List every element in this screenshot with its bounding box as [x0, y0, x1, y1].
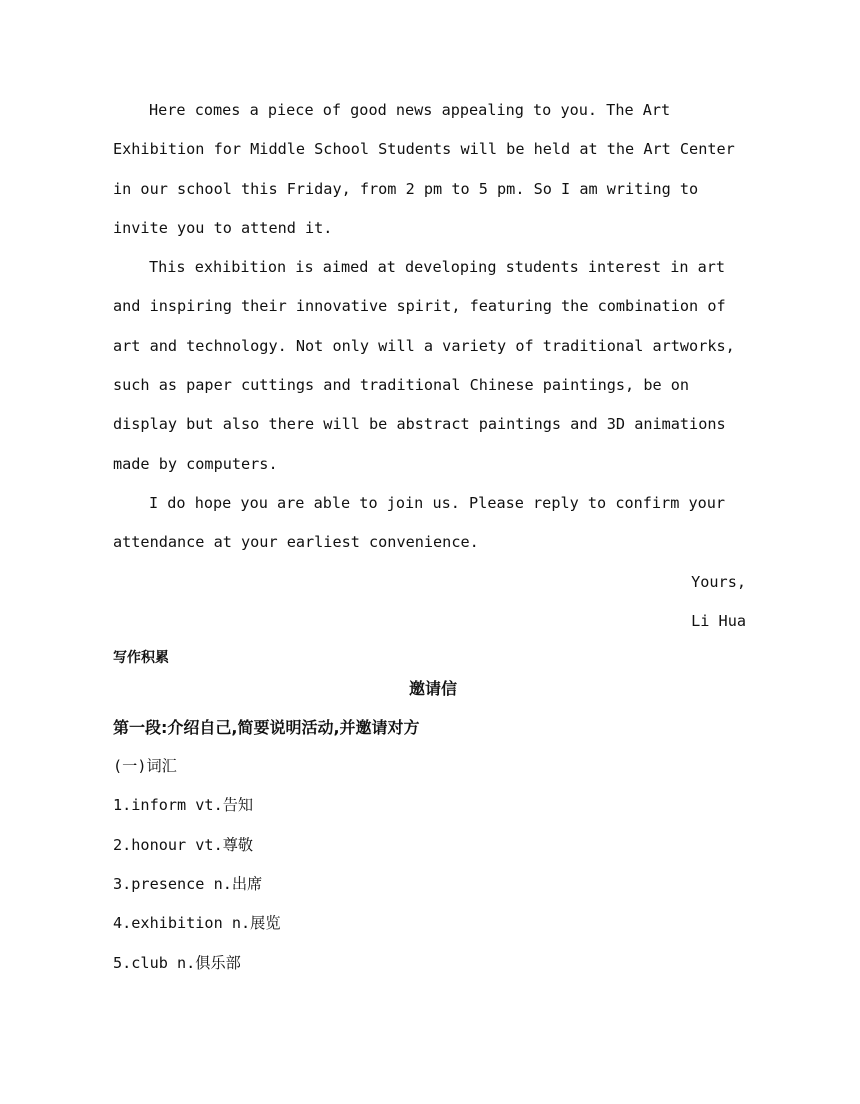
- part-heading: 第一段:介绍自己,简要说明活动,并邀请对方: [113, 718, 420, 738]
- section-label: 写作积累: [113, 650, 169, 667]
- vocab-section: [113, 747, 753, 983]
- document-page: [113, 91, 753, 983]
- letter-body: [113, 91, 753, 641]
- letter-signature: Li Hua: [691, 611, 746, 630]
- vocab-subheading: (一)词汇: [113, 757, 177, 776]
- letter-paragraph-3: I do hope you are able to join us. Please reply to confirm your attendance at your earliest convenience.: [113, 493, 726, 552]
- letter-closing: Yours,: [691, 572, 746, 591]
- letter-paragraph-2: This exhibition is aimed at developing students interest in art and inspiring their innovative spirit, featuring the combination of art and technology. Not only will a variety of traditional artworks, such as paper cuttings and traditional Chinese paintings, be on display but also there will be abstract paintings and 3D animations made by computers.: [113, 258, 735, 473]
- letter-paragraph-1: Here comes a piece of good news appealing to you. The Art Exhibition for Middle School Students will be held at the Art Center in our school this Friday, from 2 pm to 5 pm. So I am writing to invite you to attend it.: [113, 101, 735, 237]
- vocab-item: 3.presence n.出席: [113, 875, 263, 894]
- vocab-item: 5.club n.俱乐部: [113, 953, 241, 972]
- vocab-item: 2.honour vt.尊敬: [113, 835, 254, 854]
- notes-title: 邀请信: [408, 679, 457, 699]
- vocab-item: 4.exhibition n.展览: [113, 914, 281, 933]
- vocab-list: [113, 786, 753, 982]
- vocab-item: 1.inform vt.告知: [113, 796, 254, 815]
